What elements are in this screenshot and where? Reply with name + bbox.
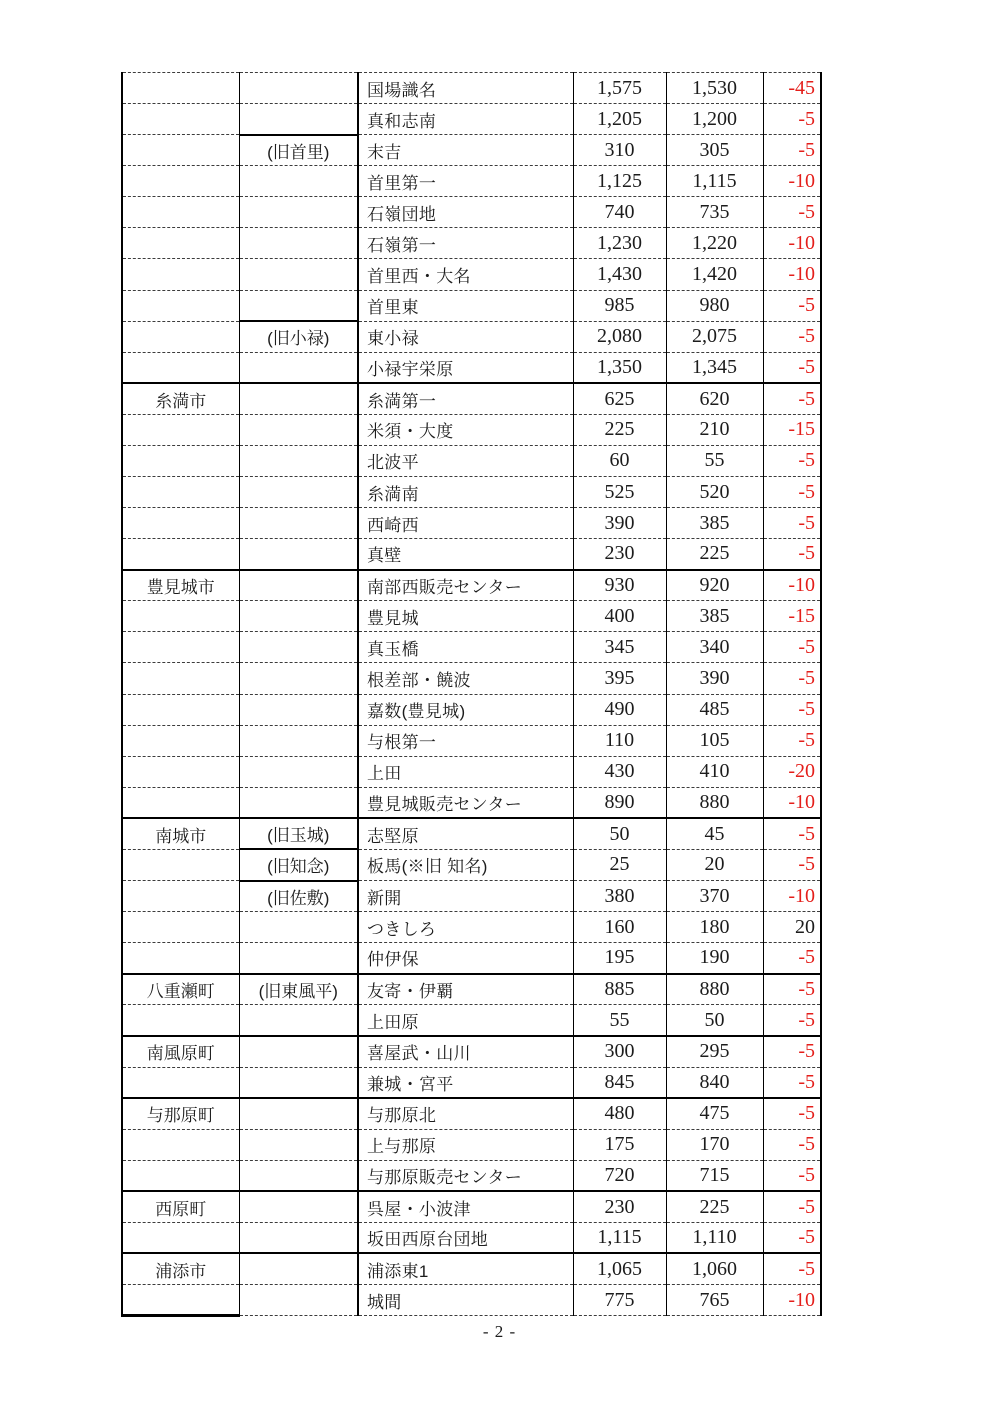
sub-district-cell bbox=[239, 352, 358, 383]
value-before-cell: 1,065 bbox=[573, 1253, 666, 1284]
sub-district-cell bbox=[239, 73, 358, 104]
difference-cell: -5 bbox=[763, 943, 821, 974]
area-name-cell: 北波平 bbox=[358, 445, 573, 476]
area-name-cell: 真和志南 bbox=[358, 104, 573, 135]
table-row bbox=[122, 539, 821, 570]
city-cell bbox=[122, 1285, 239, 1316]
table-row bbox=[122, 1067, 821, 1098]
area-name-cell: 根差部・饒波 bbox=[358, 663, 573, 694]
difference-cell: -5 bbox=[763, 1191, 821, 1222]
value-after-cell: 1,420 bbox=[666, 259, 763, 290]
difference-cell: -10 bbox=[763, 881, 821, 912]
table-row bbox=[122, 725, 821, 756]
city-cell bbox=[122, 228, 239, 259]
value-after-cell: 980 bbox=[666, 290, 763, 321]
sub-district-cell bbox=[239, 756, 358, 787]
value-after-cell: 20 bbox=[666, 849, 763, 880]
area-name-cell: 新開 bbox=[358, 881, 573, 912]
table-row bbox=[122, 818, 821, 849]
sub-district-cell: (旧小禄) bbox=[239, 321, 358, 352]
city-cell: 与那原町 bbox=[122, 1098, 239, 1129]
value-before-cell: 345 bbox=[573, 632, 666, 663]
value-before-cell: 1,575 bbox=[573, 73, 666, 104]
value-after-cell: 1,200 bbox=[666, 104, 763, 135]
area-name-cell: 呉屋・小波津 bbox=[358, 1191, 573, 1222]
table-row bbox=[122, 912, 821, 943]
difference-cell: -5 bbox=[763, 818, 821, 849]
difference-cell: -20 bbox=[763, 756, 821, 787]
value-before-cell: 845 bbox=[573, 1067, 666, 1098]
area-name-cell: 米須・大度 bbox=[358, 414, 573, 445]
table-row bbox=[122, 881, 821, 912]
value-before-cell: 480 bbox=[573, 1098, 666, 1129]
value-before-cell: 230 bbox=[573, 1191, 666, 1222]
area-name-cell: 坂田西原台団地 bbox=[358, 1222, 573, 1253]
table-row bbox=[122, 414, 821, 445]
city-cell bbox=[122, 73, 239, 104]
value-after-cell: 410 bbox=[666, 756, 763, 787]
city-cell: 西原町 bbox=[122, 1191, 239, 1222]
sub-district-cell: (旧知念) bbox=[239, 849, 358, 880]
city-cell bbox=[122, 663, 239, 694]
area-name-cell: 与那原販売センター bbox=[358, 1160, 573, 1191]
value-before-cell: 890 bbox=[573, 787, 666, 818]
table-row bbox=[122, 197, 821, 228]
sub-district-cell bbox=[239, 1005, 358, 1036]
value-after-cell: 880 bbox=[666, 974, 763, 1005]
city-cell bbox=[122, 477, 239, 508]
difference-cell: -5 bbox=[763, 321, 821, 352]
area-name-cell: 小禄宇栄原 bbox=[358, 352, 573, 383]
city-cell: 浦添市 bbox=[122, 1253, 239, 1284]
city-cell bbox=[122, 259, 239, 290]
city-cell bbox=[122, 321, 239, 352]
difference-cell: -5 bbox=[763, 477, 821, 508]
value-after-cell: 1,530 bbox=[666, 73, 763, 104]
sub-district-cell bbox=[239, 1191, 358, 1222]
value-before-cell: 300 bbox=[573, 1036, 666, 1067]
area-name-cell: 城間 bbox=[358, 1285, 573, 1316]
value-before-cell: 160 bbox=[573, 912, 666, 943]
table-row bbox=[122, 1036, 821, 1067]
table-row bbox=[122, 166, 821, 197]
difference-cell: 20 bbox=[763, 912, 821, 943]
city-cell bbox=[122, 1129, 239, 1160]
difference-cell: -5 bbox=[763, 974, 821, 1005]
area-name-cell: 上田 bbox=[358, 756, 573, 787]
value-before-cell: 1,350 bbox=[573, 352, 666, 383]
city-cell bbox=[122, 539, 239, 570]
table-row bbox=[122, 228, 821, 259]
value-before-cell: 985 bbox=[573, 290, 666, 321]
city-cell bbox=[122, 632, 239, 663]
sub-district-cell bbox=[239, 477, 358, 508]
area-name-cell: 糸満第一 bbox=[358, 383, 573, 414]
area-name-cell: 上田原 bbox=[358, 1005, 573, 1036]
city-cell bbox=[122, 104, 239, 135]
sub-district-cell bbox=[239, 1067, 358, 1098]
city-cell bbox=[122, 414, 239, 445]
sub-district-cell bbox=[239, 632, 358, 663]
table-row bbox=[122, 1191, 821, 1222]
value-before-cell: 25 bbox=[573, 849, 666, 880]
value-after-cell: 180 bbox=[666, 912, 763, 943]
table-row bbox=[122, 383, 821, 414]
sub-district-cell bbox=[239, 104, 358, 135]
value-after-cell: 385 bbox=[666, 601, 763, 632]
difference-cell: -15 bbox=[763, 414, 821, 445]
sub-district-cell: (旧佐敷) bbox=[239, 881, 358, 912]
value-after-cell: 1,220 bbox=[666, 228, 763, 259]
value-after-cell: 190 bbox=[666, 943, 763, 974]
value-before-cell: 175 bbox=[573, 1129, 666, 1160]
value-after-cell: 340 bbox=[666, 632, 763, 663]
table-row bbox=[122, 1285, 821, 1316]
sub-district-cell bbox=[239, 383, 358, 414]
sub-district-cell: (旧首里) bbox=[239, 135, 358, 166]
area-name-cell: つきしろ bbox=[358, 912, 573, 943]
value-before-cell: 110 bbox=[573, 725, 666, 756]
area-name-cell: 豊見城販売センター bbox=[358, 787, 573, 818]
value-after-cell: 520 bbox=[666, 477, 763, 508]
city-cell bbox=[122, 725, 239, 756]
value-before-cell: 1,230 bbox=[573, 228, 666, 259]
table-row bbox=[122, 849, 821, 880]
table-row bbox=[122, 135, 821, 166]
value-after-cell: 475 bbox=[666, 1098, 763, 1129]
difference-cell: -15 bbox=[763, 601, 821, 632]
difference-cell: -5 bbox=[763, 445, 821, 476]
value-after-cell: 45 bbox=[666, 818, 763, 849]
sub-district-cell bbox=[239, 166, 358, 197]
area-name-cell: 糸満南 bbox=[358, 477, 573, 508]
area-name-cell: 石嶺第一 bbox=[358, 228, 573, 259]
table-row bbox=[122, 259, 821, 290]
value-before-cell: 430 bbox=[573, 756, 666, 787]
area-name-cell: 嘉数(豊見城) bbox=[358, 694, 573, 725]
city-cell bbox=[122, 756, 239, 787]
difference-cell: -5 bbox=[763, 197, 821, 228]
difference-cell: -5 bbox=[763, 104, 821, 135]
value-after-cell: 370 bbox=[666, 881, 763, 912]
value-before-cell: 625 bbox=[573, 383, 666, 414]
value-before-cell: 55 bbox=[573, 1005, 666, 1036]
difference-cell: -10 bbox=[763, 259, 821, 290]
value-after-cell: 170 bbox=[666, 1129, 763, 1160]
city-cell bbox=[122, 849, 239, 880]
value-after-cell: 390 bbox=[666, 663, 763, 694]
difference-cell: -5 bbox=[763, 539, 821, 570]
area-name-cell: 東小禄 bbox=[358, 321, 573, 352]
price-table bbox=[121, 72, 822, 1317]
city-cell bbox=[122, 1222, 239, 1253]
value-after-cell: 2,075 bbox=[666, 321, 763, 352]
city-cell bbox=[122, 694, 239, 725]
city-cell bbox=[122, 787, 239, 818]
page-number: - 2 - bbox=[482, 1322, 517, 1341]
value-after-cell: 305 bbox=[666, 135, 763, 166]
area-name-cell: 友寄・伊覇 bbox=[358, 974, 573, 1005]
value-before-cell: 400 bbox=[573, 601, 666, 632]
value-after-cell: 1,110 bbox=[666, 1222, 763, 1253]
area-name-cell: 仲伊保 bbox=[358, 943, 573, 974]
sub-district-cell bbox=[239, 197, 358, 228]
city-cell bbox=[122, 135, 239, 166]
city-cell bbox=[122, 1005, 239, 1036]
table-row bbox=[122, 352, 821, 383]
sub-district-cell bbox=[239, 1160, 358, 1191]
difference-cell: -5 bbox=[763, 1067, 821, 1098]
sub-district-cell bbox=[239, 787, 358, 818]
table-row bbox=[122, 601, 821, 632]
area-name-cell: 喜屋武・山川 bbox=[358, 1036, 573, 1067]
sub-district-cell bbox=[239, 1285, 358, 1316]
value-before-cell: 2,080 bbox=[573, 321, 666, 352]
sub-district-cell bbox=[239, 1253, 358, 1284]
city-cell bbox=[122, 943, 239, 974]
value-before-cell: 885 bbox=[573, 974, 666, 1005]
area-name-cell: 上与那原 bbox=[358, 1129, 573, 1160]
sub-district-cell bbox=[239, 259, 358, 290]
sub-district-cell bbox=[239, 725, 358, 756]
difference-cell: -5 bbox=[763, 694, 821, 725]
value-before-cell: 490 bbox=[573, 694, 666, 725]
table-row bbox=[122, 445, 821, 476]
table-row bbox=[122, 1253, 821, 1284]
difference-cell: -5 bbox=[763, 1129, 821, 1160]
value-after-cell: 105 bbox=[666, 725, 763, 756]
value-before-cell: 740 bbox=[573, 197, 666, 228]
area-name-cell: 浦添東1 bbox=[358, 1253, 573, 1284]
table-row bbox=[122, 756, 821, 787]
value-after-cell: 210 bbox=[666, 414, 763, 445]
value-before-cell: 395 bbox=[573, 663, 666, 694]
sub-district-cell bbox=[239, 1098, 358, 1129]
difference-cell: -45 bbox=[763, 73, 821, 104]
area-name-cell: 豊見城 bbox=[358, 601, 573, 632]
table-row bbox=[122, 1129, 821, 1160]
table-row bbox=[122, 104, 821, 135]
difference-cell: -10 bbox=[763, 787, 821, 818]
sub-district-cell bbox=[239, 539, 358, 570]
table-row bbox=[122, 694, 821, 725]
value-after-cell: 880 bbox=[666, 787, 763, 818]
area-name-cell: 首里西・大名 bbox=[358, 259, 573, 290]
table-row bbox=[122, 1222, 821, 1253]
difference-cell: -10 bbox=[763, 570, 821, 601]
area-name-cell: 与那原北 bbox=[358, 1098, 573, 1129]
sub-district-cell bbox=[239, 570, 358, 601]
table-row bbox=[122, 974, 821, 1005]
area-name-cell: 首里第一 bbox=[358, 166, 573, 197]
value-before-cell: 230 bbox=[573, 539, 666, 570]
difference-cell: -5 bbox=[763, 1222, 821, 1253]
sub-district-cell bbox=[239, 414, 358, 445]
value-before-cell: 525 bbox=[573, 477, 666, 508]
difference-cell: -5 bbox=[763, 135, 821, 166]
area-name-cell: 南部西販売センター bbox=[358, 570, 573, 601]
value-before-cell: 60 bbox=[573, 445, 666, 476]
city-cell bbox=[122, 881, 239, 912]
value-after-cell: 50 bbox=[666, 1005, 763, 1036]
table-row bbox=[122, 1098, 821, 1129]
value-before-cell: 1,205 bbox=[573, 104, 666, 135]
value-before-cell: 1,115 bbox=[573, 1222, 666, 1253]
difference-cell: -5 bbox=[763, 725, 821, 756]
difference-cell: -5 bbox=[763, 1036, 821, 1067]
value-after-cell: 765 bbox=[666, 1285, 763, 1316]
difference-cell: -5 bbox=[763, 290, 821, 321]
difference-cell: -5 bbox=[763, 1253, 821, 1284]
area-name-cell: 板馬(※旧 知名) bbox=[358, 849, 573, 880]
value-before-cell: 390 bbox=[573, 508, 666, 539]
table-row bbox=[122, 787, 821, 818]
city-cell: 南風原町 bbox=[122, 1036, 239, 1067]
value-before-cell: 380 bbox=[573, 881, 666, 912]
city-cell: 南城市 bbox=[122, 818, 239, 849]
value-after-cell: 1,345 bbox=[666, 352, 763, 383]
value-before-cell: 1,125 bbox=[573, 166, 666, 197]
city-cell bbox=[122, 166, 239, 197]
value-after-cell: 225 bbox=[666, 1191, 763, 1222]
difference-cell: -5 bbox=[763, 1160, 821, 1191]
area-name-cell: 志堅原 bbox=[358, 818, 573, 849]
table-row bbox=[122, 477, 821, 508]
city-cell bbox=[122, 601, 239, 632]
difference-cell: -5 bbox=[763, 383, 821, 414]
city-cell: 糸満市 bbox=[122, 383, 239, 414]
value-after-cell: 920 bbox=[666, 570, 763, 601]
value-after-cell: 735 bbox=[666, 197, 763, 228]
city-cell bbox=[122, 197, 239, 228]
value-after-cell: 1,060 bbox=[666, 1253, 763, 1284]
area-name-cell: 末吉 bbox=[358, 135, 573, 166]
value-after-cell: 485 bbox=[666, 694, 763, 725]
difference-cell: -5 bbox=[763, 1098, 821, 1129]
city-cell bbox=[122, 445, 239, 476]
sub-district-cell bbox=[239, 1222, 358, 1253]
value-after-cell: 840 bbox=[666, 1067, 763, 1098]
city-cell bbox=[122, 352, 239, 383]
sub-district-cell bbox=[239, 694, 358, 725]
difference-cell: -5 bbox=[763, 508, 821, 539]
city-cell bbox=[122, 912, 239, 943]
sub-district-cell bbox=[239, 508, 358, 539]
difference-cell: -10 bbox=[763, 1285, 821, 1316]
city-cell: 八重瀬町 bbox=[122, 974, 239, 1005]
area-name-cell: 首里東 bbox=[358, 290, 573, 321]
value-after-cell: 55 bbox=[666, 445, 763, 476]
value-before-cell: 310 bbox=[573, 135, 666, 166]
table-row bbox=[122, 290, 821, 321]
value-after-cell: 225 bbox=[666, 539, 763, 570]
sub-district-cell bbox=[239, 445, 358, 476]
difference-cell: -10 bbox=[763, 166, 821, 197]
area-name-cell: 国場識名 bbox=[358, 73, 573, 104]
sub-district-cell: (旧東風平) bbox=[239, 974, 358, 1005]
city-cell bbox=[122, 290, 239, 321]
sub-district-cell bbox=[239, 943, 358, 974]
value-before-cell: 930 bbox=[573, 570, 666, 601]
table-row bbox=[122, 321, 821, 352]
value-before-cell: 195 bbox=[573, 943, 666, 974]
area-name-cell: 石嶺団地 bbox=[358, 197, 573, 228]
value-before-cell: 50 bbox=[573, 818, 666, 849]
area-name-cell: 真壁 bbox=[358, 539, 573, 570]
sub-district-cell bbox=[239, 290, 358, 321]
table-row bbox=[122, 1005, 821, 1036]
sub-district-cell bbox=[239, 228, 358, 259]
table-row bbox=[122, 1160, 821, 1191]
sub-district-cell bbox=[239, 663, 358, 694]
difference-cell: -5 bbox=[763, 663, 821, 694]
value-after-cell: 295 bbox=[666, 1036, 763, 1067]
sub-district-cell bbox=[239, 1036, 358, 1067]
difference-cell: -5 bbox=[763, 849, 821, 880]
value-before-cell: 720 bbox=[573, 1160, 666, 1191]
difference-cell: -5 bbox=[763, 352, 821, 383]
value-before-cell: 775 bbox=[573, 1285, 666, 1316]
value-after-cell: 715 bbox=[666, 1160, 763, 1191]
area-name-cell: 西崎西 bbox=[358, 508, 573, 539]
city-cell bbox=[122, 508, 239, 539]
table-row bbox=[122, 508, 821, 539]
value-after-cell: 1,115 bbox=[666, 166, 763, 197]
city-cell bbox=[122, 1067, 239, 1098]
table-row bbox=[122, 73, 821, 104]
value-after-cell: 620 bbox=[666, 383, 763, 414]
area-name-cell: 兼城・宮平 bbox=[358, 1067, 573, 1098]
value-before-cell: 1,430 bbox=[573, 259, 666, 290]
difference-cell: -10 bbox=[763, 228, 821, 259]
difference-cell: -5 bbox=[763, 632, 821, 663]
table-row bbox=[122, 632, 821, 663]
sub-district-cell: (旧玉城) bbox=[239, 818, 358, 849]
table-row bbox=[122, 663, 821, 694]
table-row bbox=[122, 943, 821, 974]
sub-district-cell bbox=[239, 912, 358, 943]
value-after-cell: 385 bbox=[666, 508, 763, 539]
city-cell: 豊見城市 bbox=[122, 570, 239, 601]
difference-cell: -5 bbox=[763, 1005, 821, 1036]
sub-district-cell bbox=[239, 1129, 358, 1160]
value-before-cell: 225 bbox=[573, 414, 666, 445]
sub-district-cell bbox=[239, 601, 358, 632]
area-name-cell: 与根第一 bbox=[358, 725, 573, 756]
table-row bbox=[122, 570, 821, 601]
city-cell bbox=[122, 1160, 239, 1191]
area-name-cell: 真玉橋 bbox=[358, 632, 573, 663]
